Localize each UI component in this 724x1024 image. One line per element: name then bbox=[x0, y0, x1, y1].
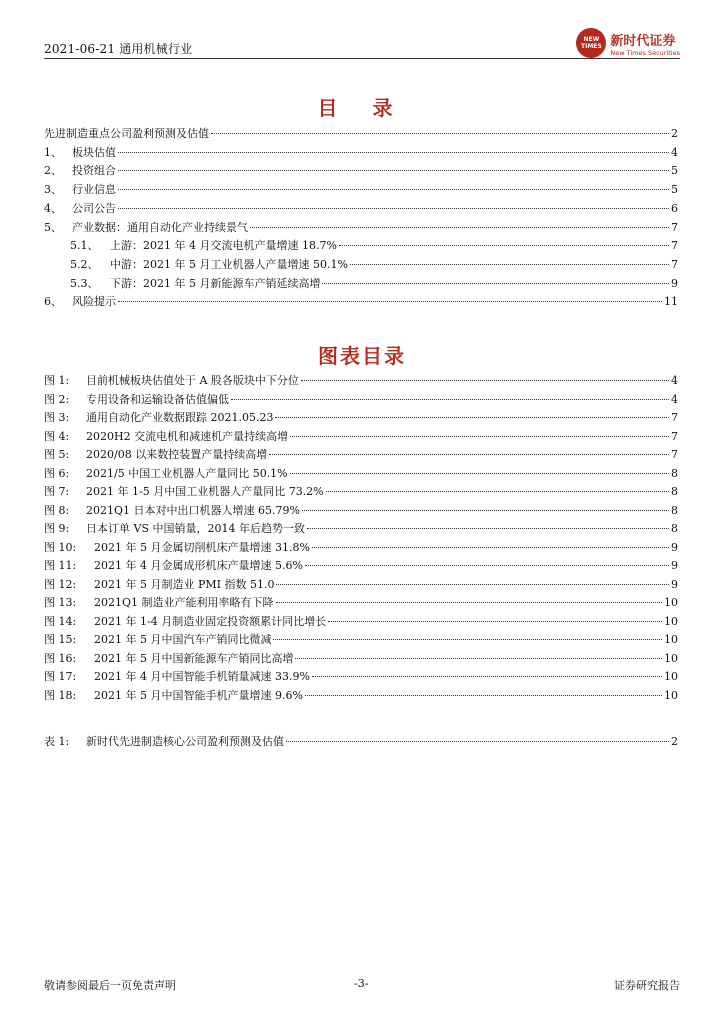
entry-title: 风险提示 bbox=[72, 295, 116, 309]
entry-number: 图 11: bbox=[44, 559, 77, 572]
dot-leader bbox=[118, 301, 662, 302]
dot-leader bbox=[211, 133, 669, 134]
toc-entry[interactable] bbox=[44, 687, 678, 703]
toc-entry[interactable] bbox=[44, 594, 678, 610]
entry-title: 2021 年 1-4 月制造业固定投资额累计同比增长 bbox=[94, 614, 327, 628]
entry-title: 中游：2021 年 5 月工业机器人产量增速 50.1% bbox=[110, 257, 348, 271]
entry-number: 图 9: bbox=[44, 522, 70, 535]
entry-page-number: 4 bbox=[671, 392, 678, 406]
dot-leader bbox=[273, 639, 662, 640]
entry-number: 图 12: bbox=[44, 577, 77, 591]
toc-entry[interactable] bbox=[44, 293, 678, 309]
entry-number: 6、 bbox=[44, 295, 62, 309]
toc-entry[interactable] bbox=[44, 668, 678, 684]
entry-page-number: 9 bbox=[671, 276, 678, 290]
entry-number: 4、 bbox=[44, 201, 62, 215]
entry-number: 图 15: bbox=[44, 633, 77, 646]
entry-page-number: 10 bbox=[664, 670, 678, 683]
dot-leader bbox=[350, 264, 669, 265]
entry-title: 2021 年 5 月中国新能源车产销同比高增 bbox=[94, 651, 294, 665]
dot-leader bbox=[118, 170, 669, 171]
entry-page-number: 9 bbox=[671, 559, 678, 572]
entry-page-number: 2 bbox=[671, 735, 678, 748]
company-logo bbox=[576, 28, 680, 58]
entry-title: 目前机械板块估值处于 A 股各版块中下分位 bbox=[86, 374, 299, 387]
entry-title: 2021 年 5 月中国智能手机产量增速 9.6% bbox=[94, 688, 303, 702]
entry-page-number: 9 bbox=[671, 540, 678, 554]
entry-title: 2021 年 5 月中国汽车产销同比微减 bbox=[94, 633, 272, 646]
entry-page-number: 7 bbox=[671, 257, 678, 271]
entry-title: 2021 年 5 月金属切削机床产量增速 31.8% bbox=[94, 540, 310, 554]
dot-leader bbox=[286, 741, 669, 742]
toc-entry[interactable] bbox=[44, 613, 678, 629]
entry-number: 1、 bbox=[44, 145, 62, 159]
entry-title: 2021 年 4 月中国智能手机销量减速 33.9% bbox=[94, 670, 310, 683]
dot-leader bbox=[302, 510, 669, 511]
entry-page-number: 10 bbox=[664, 596, 678, 609]
toc-entry[interactable] bbox=[44, 650, 678, 666]
entry-title: 专用设备和运输设备估值偏低 bbox=[86, 392, 229, 406]
entry-number: 图 6: bbox=[44, 466, 70, 480]
toc-entry[interactable] bbox=[44, 631, 678, 647]
toc-entry[interactable] bbox=[44, 162, 678, 178]
toc-entry[interactable] bbox=[44, 219, 678, 235]
entry-number: 5.3、 bbox=[70, 276, 99, 290]
dot-leader bbox=[118, 189, 669, 190]
dot-leader bbox=[290, 436, 669, 437]
toc-entry[interactable] bbox=[44, 372, 678, 388]
entry-page-number: 4 bbox=[671, 374, 678, 387]
entry-number: 图 2: bbox=[44, 392, 70, 406]
entry-page-number: 2 bbox=[671, 127, 678, 140]
entry-number: 3、 bbox=[44, 183, 62, 197]
entry-page-number: 10 bbox=[664, 688, 678, 702]
logo-emblem-top: NEW bbox=[583, 36, 600, 43]
entry-title: 公司公告 bbox=[72, 201, 116, 215]
entry-number: 表 1: bbox=[44, 735, 70, 748]
logo-chinese-name: 新时代证券 bbox=[610, 33, 676, 49]
toc-entry[interactable] bbox=[70, 256, 678, 272]
toc-title: 目 录 bbox=[317, 96, 407, 120]
toc-entry[interactable] bbox=[44, 520, 678, 536]
entry-number: 图 1: bbox=[44, 374, 70, 387]
entry-page-number: 5 bbox=[671, 164, 678, 178]
entry-title: 2021 年 1-5 月中国工业机器人产量同比 73.2% bbox=[86, 485, 324, 498]
entry-number: 2、 bbox=[44, 164, 62, 178]
dot-leader bbox=[307, 528, 669, 529]
footer-disclaimer: 敬请参阅最后一页免责声明 bbox=[44, 979, 176, 992]
entry-title: 2021/5 中国工业机器人产量同比 50.1% bbox=[86, 466, 288, 480]
entry-number: 5.2、 bbox=[70, 257, 99, 271]
entry-number: 5、 bbox=[44, 220, 62, 234]
entry-title: 行业信息 bbox=[72, 183, 116, 197]
logo-emblem bbox=[576, 28, 606, 58]
toc-entry[interactable] bbox=[44, 125, 678, 141]
dot-leader bbox=[326, 491, 669, 492]
dot-leader bbox=[269, 454, 669, 455]
entry-title: 板块估值 bbox=[72, 145, 116, 159]
entry-title: 2020H2 交流电机和减速机产量持续高增 bbox=[86, 429, 289, 443]
dot-leader bbox=[322, 283, 669, 284]
dot-leader bbox=[301, 380, 669, 381]
toc-entry[interactable] bbox=[44, 391, 678, 407]
toc-entry[interactable] bbox=[44, 446, 678, 462]
dot-leader bbox=[295, 658, 662, 659]
toc-entry[interactable] bbox=[44, 557, 678, 573]
entry-number: 图 16: bbox=[44, 651, 77, 665]
entry-number: 5.1、 bbox=[70, 239, 99, 253]
dot-leader bbox=[276, 602, 662, 603]
entry-number: 图 7: bbox=[44, 485, 70, 498]
dot-leader bbox=[276, 584, 669, 585]
entry-page-number: 8 bbox=[671, 485, 678, 498]
toc-entry[interactable] bbox=[44, 465, 678, 481]
entry-page-number: 6 bbox=[671, 201, 678, 215]
entry-title: 2020/08 以来数控装置产量持续高增 bbox=[86, 448, 268, 461]
logo-emblem-bottom: TIMES bbox=[581, 43, 602, 50]
report-date-sector: 2021-06-21 通用机械行业 bbox=[44, 42, 193, 56]
entry-page-number: 8 bbox=[671, 522, 678, 535]
entry-page-number: 11 bbox=[664, 295, 678, 309]
entry-number: 图 18: bbox=[44, 688, 77, 702]
entry-number: 图 17: bbox=[44, 670, 77, 683]
toc-entry[interactable] bbox=[44, 483, 678, 499]
entry-title: 上游：2021 年 4 月交流电机产量增速 18.7% bbox=[110, 239, 337, 253]
dot-leader bbox=[250, 227, 669, 228]
figures-title: 图表目录 bbox=[318, 344, 406, 368]
entry-title: 新时代先进制造核心公司盈利预测及估值 bbox=[86, 735, 284, 748]
dot-leader bbox=[275, 417, 669, 418]
header-divider bbox=[44, 58, 680, 59]
toc-entry[interactable] bbox=[44, 144, 678, 160]
entry-page-number: 4 bbox=[671, 145, 678, 159]
entry-title: 日本订单 VS 中国销量，2014 年后趋势一致 bbox=[86, 522, 305, 535]
entry-title: 通用自动化产业数据跟踪 2021.05.23 bbox=[86, 411, 274, 424]
toc-entry[interactable] bbox=[44, 502, 678, 518]
entry-title: 先进制造重点公司盈利预测及估值 bbox=[44, 127, 209, 140]
entry-number: 图 8: bbox=[44, 503, 70, 517]
dot-leader bbox=[305, 695, 662, 696]
entry-title: 下游：2021 年 5 月新能源车产销延续高增 bbox=[110, 276, 321, 290]
toc-entry[interactable] bbox=[44, 428, 678, 444]
toc-entry[interactable] bbox=[44, 576, 678, 592]
entry-page-number: 5 bbox=[671, 183, 678, 197]
entry-number: 图 3: bbox=[44, 411, 70, 424]
entry-title: 2021 年 5 月制造业 PMI 指数 51.0 bbox=[94, 577, 275, 591]
entry-title: 产业数据：通用自动化产业持续景气 bbox=[72, 220, 248, 234]
entry-number: 图 14: bbox=[44, 614, 77, 628]
entry-number: 图 10: bbox=[44, 540, 77, 554]
entry-title: 投资组合 bbox=[72, 164, 116, 178]
toc-entry[interactable] bbox=[44, 181, 678, 197]
dot-leader bbox=[312, 547, 669, 548]
toc-entry[interactable] bbox=[44, 409, 678, 425]
entry-page-number: 10 bbox=[664, 633, 678, 646]
entry-number: 图 4: bbox=[44, 429, 70, 443]
entry-title: 2021 年 4 月金属成形机床产量增速 5.6% bbox=[94, 559, 303, 572]
toc-entry[interactable] bbox=[44, 200, 678, 216]
dot-leader bbox=[118, 152, 669, 153]
entry-number: 图 13: bbox=[44, 596, 77, 609]
entry-page-number: 7 bbox=[671, 448, 678, 461]
dot-leader bbox=[305, 565, 669, 566]
entry-page-number: 10 bbox=[664, 614, 678, 628]
entry-title: 2021Q1 日本对中出口机器人增速 65.79% bbox=[86, 503, 300, 517]
toc-entry[interactable] bbox=[70, 237, 678, 253]
dot-leader bbox=[290, 473, 669, 474]
logo-english-name: New Times Securities bbox=[610, 48, 680, 57]
entry-title: 2021Q1 制造业产能利用率略有下降 bbox=[94, 596, 274, 609]
entry-number: 图 5: bbox=[44, 448, 70, 461]
footer-page-number: -3- bbox=[354, 977, 369, 990]
entry-page-number: 7 bbox=[671, 239, 678, 253]
dot-leader bbox=[118, 208, 669, 209]
toc-entry[interactable] bbox=[70, 275, 678, 291]
footer-report-type: 证券研究报告 bbox=[614, 979, 680, 992]
entry-page-number: 8 bbox=[671, 466, 678, 480]
entry-page-number: 9 bbox=[671, 577, 678, 591]
dot-leader bbox=[328, 621, 662, 622]
dot-leader bbox=[312, 676, 662, 677]
entry-page-number: 10 bbox=[664, 651, 678, 665]
entry-page-number: 7 bbox=[671, 220, 678, 234]
entry-page-number: 8 bbox=[671, 503, 678, 517]
entry-page-number: 7 bbox=[671, 429, 678, 443]
toc-entry[interactable] bbox=[44, 733, 678, 749]
entry-page-number: 7 bbox=[671, 411, 678, 424]
dot-leader bbox=[339, 245, 669, 246]
dot-leader bbox=[231, 399, 669, 400]
toc-entry[interactable] bbox=[44, 539, 678, 555]
